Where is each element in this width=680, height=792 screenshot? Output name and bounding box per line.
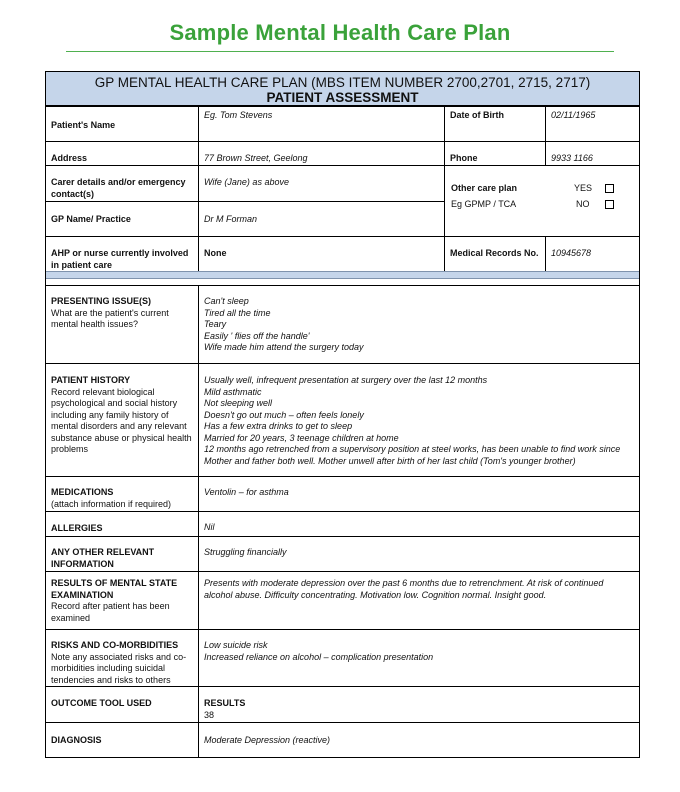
history-line: Doesn't go out much – often feels lonely — [204, 409, 364, 420]
risks-value-cell — [198, 629, 640, 687]
medications-desc: (attach information if required) — [51, 498, 172, 509]
other-care-plan-box — [444, 165, 640, 237]
carer-label: Carer details and/or emergency contact(s) — [45, 165, 199, 202]
risks-line: Increased reliance on alcohol – complication presentation — [204, 651, 434, 662]
presenting-line: Teary — [204, 319, 227, 329]
ahp-value: None — [198, 236, 445, 272]
mse-desc: Record after patient has been examined — [51, 601, 170, 623]
other-care-label: Other care plan — [451, 183, 518, 193]
patient-name-label: Patient's Name — [45, 106, 199, 142]
history-line: Usually well, infrequent presentation at surgery over the last 12 months — [204, 375, 488, 385]
history-line: Married for 20 years, 3 teenage children at home — [204, 432, 399, 443]
medications-title: MEDICATIONS — [51, 487, 114, 497]
yes-label: YES — [574, 183, 593, 193]
other-info-title: ANY OTHER RELEVANT INFORMATION — [45, 536, 199, 572]
presenting-line: Easily ' flies off the handle' — [204, 330, 310, 341]
form-header-title: GP MENTAL HEALTH CARE PLAN (MBS ITEM NUMBER 2700,2701, 2715, 2717) — [94, 75, 591, 90]
phone-value: 9933 1166 — [545, 141, 640, 166]
history-value-cell — [198, 363, 640, 477]
history-line: Not sleeping well — [204, 398, 273, 408]
form-header — [46, 72, 639, 106]
risks-line: Low suicide risk — [204, 640, 268, 650]
history-label-cell — [45, 363, 199, 477]
presenting-line: Tired all the time — [204, 307, 271, 318]
medications-label-cell — [45, 476, 199, 512]
presenting-desc: What are the patient's current mental health issues? — [51, 307, 169, 329]
title-rule — [66, 51, 614, 52]
history-line: Mild asthmatic — [204, 386, 262, 397]
mse-label-cell — [45, 571, 199, 630]
diagnosis-value: Moderate Depression (reactive) — [198, 722, 640, 758]
risks-desc: Note any associated risks and co-morbidities including suicidal tendencies and risks to others — [51, 651, 187, 685]
page-title: Sample Mental Health Care Plan — [169, 20, 511, 45]
mse-title: RESULTS OF MENTAL STATE EXAMINATION — [51, 578, 178, 600]
ahp-label: AHP or nurse currently involved in patient care — [45, 236, 199, 272]
mse-value: Presents with moderate depression over the past 6 months due to retrenchment. At risk of continued alcohol abuse. Difficulty concentrating. Motivation low. Cognition normal. Insight good. — [198, 571, 640, 630]
no-checkbox[interactable] — [605, 200, 614, 209]
other-care-sub: Eg GPMP / TCA — [451, 199, 517, 209]
presenting-line: Can't sleep — [204, 296, 249, 306]
presenting-title: PRESENTING ISSUE(S) — [51, 296, 152, 306]
address-label: Address — [45, 141, 199, 166]
gp-value: Dr M Forman — [198, 201, 445, 237]
records-label: Medical Records No. — [444, 236, 546, 272]
carer-value: Wife (Jane) as above — [198, 165, 445, 202]
phone-label: Phone — [444, 141, 546, 166]
allergies-value: Nil — [198, 511, 640, 537]
history-line: Mother and father both well. Mother unwell after birth of her last child (Tom's younger brother) — [204, 455, 576, 466]
history-line: Has a few extra drinks to get to sleep — [204, 421, 353, 431]
allergies-title: ALLERGIES — [45, 511, 199, 537]
no-label: NO — [576, 199, 590, 209]
results-title: RESULTS — [204, 698, 246, 708]
outcome-title: OUTCOME TOOL USED — [45, 686, 199, 723]
results-cell — [198, 686, 640, 723]
history-title: PATIENT HISTORY — [51, 375, 131, 385]
diagnosis-title: DIAGNOSIS — [45, 722, 199, 758]
presenting-value-cell — [198, 285, 640, 364]
history-desc: Record relevant biological psychological and social history including any family history of mental disorders and any relevant substance abuse or physical health problems — [51, 386, 192, 454]
risks-title: RISKS AND CO-MORBIDITIES — [51, 640, 179, 650]
patient-name-value: Eg. Tom Stevens — [198, 106, 445, 142]
yes-checkbox[interactable] — [605, 184, 614, 193]
section-separator — [46, 271, 639, 279]
form-header-subtitle: PATIENT ASSESSMENT — [266, 90, 419, 105]
records-value: 10945678 — [545, 236, 640, 272]
medications-value: Ventolin – for asthma — [198, 476, 640, 512]
risks-label-cell — [45, 629, 199, 687]
address-value: 77 Brown Street, Geelong — [198, 141, 445, 166]
presenting-line: Wife made him attend the surgery today — [204, 342, 364, 352]
gp-label: GP Name/ Practice — [45, 201, 199, 237]
history-line: 12 months ago retrenched from a supervisory position at steel works, has been unable to find work since — [204, 444, 621, 454]
dob-value: 02/11/1965 — [545, 106, 640, 142]
results-value: 38 — [204, 709, 215, 720]
other-info-value: Struggling financially — [198, 536, 640, 572]
dob-label: Date of Birth — [444, 106, 546, 142]
presenting-label-cell — [45, 285, 199, 364]
